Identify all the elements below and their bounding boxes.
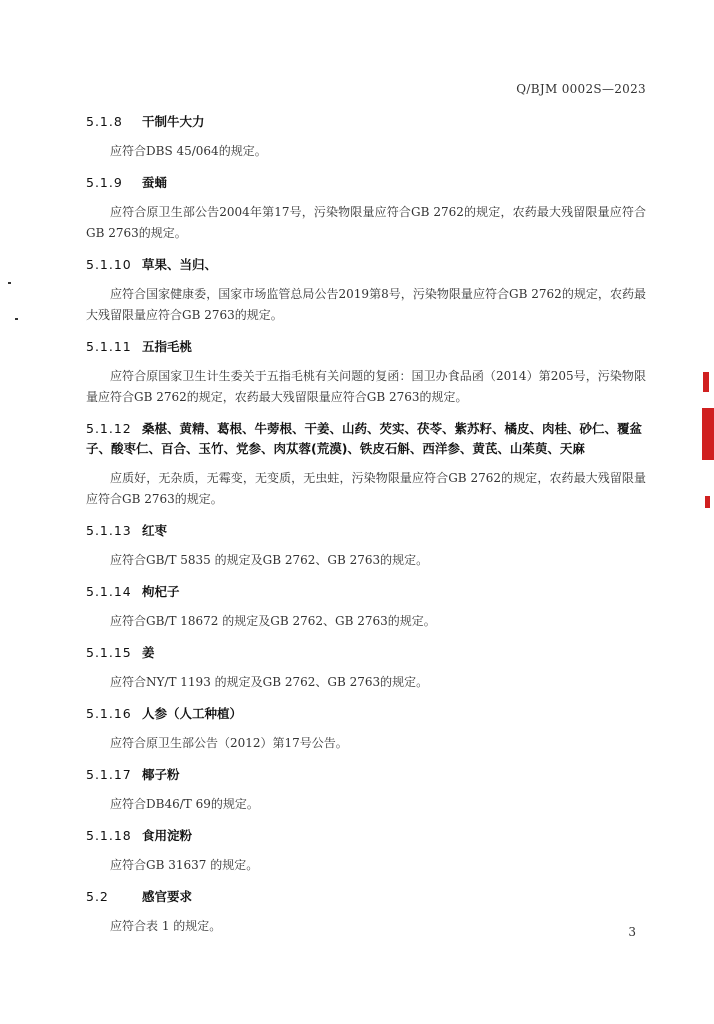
- section-5-1-13: [86, 521, 646, 582]
- section-title: 人参（人工种植）: [142, 706, 243, 721]
- section-heading: [86, 255, 646, 275]
- section-text: 应符合DB46/T 69的规定。: [110, 797, 259, 811]
- section-text: 应符合原卫生部公告（2012）第17号公告。: [110, 736, 348, 750]
- section-number: 5.1.9: [86, 175, 123, 190]
- section-number: 5.1.8: [86, 114, 123, 129]
- section-title: 五指毛桃: [142, 339, 193, 354]
- section-5-1-18: [86, 826, 646, 887]
- scan-edge-mark: [703, 372, 709, 392]
- section-text: 应质好，无杂质，无霉变，无变质，无虫蛀，污染物限量应符合GB 2762的规定，农药最大残留限量应符合GB 2763的规定。: [86, 471, 646, 506]
- section-number: 5.1.17: [86, 767, 132, 782]
- section-text: 应符合表 1 的规定。: [110, 919, 222, 933]
- section-number: 5.2: [86, 889, 109, 904]
- section-heading: [86, 173, 646, 193]
- section-heading: [86, 521, 646, 541]
- section-5-1-12: [86, 419, 646, 521]
- section-title: 桑椹、黄精、葛根、牛蒡根、干姜、山药、芡实、茯苓、紫苏籽、橘皮、肉桂、砂仁、覆盆子、酸枣仁、百合、玉竹、党参、肉苁蓉(荒漠)、铁皮石斛、西洋参、黄芪、山茱萸、天麻: [86, 421, 643, 456]
- section-number: 5.1.10: [86, 257, 132, 272]
- section-title: 红枣: [142, 523, 168, 538]
- section-text: 应符合DBS 45/064的规定。: [110, 144, 267, 158]
- scan-speck: [15, 318, 18, 320]
- scan-edge-mark: [705, 496, 710, 508]
- section-text: 应符合原卫生部公告2004年第17号，污染物限量应符合GB 2762的规定，农药最大残留限量应符合GB 2763的规定。: [86, 205, 646, 240]
- section-title: 食用淀粉: [142, 828, 193, 843]
- section-title: 草果、当归、: [142, 257, 218, 272]
- section-5-1-10: [86, 255, 646, 337]
- section-title: 干制牛大力: [142, 114, 205, 129]
- section-text: 应符合NY/T 1193 的规定及GB 2762、GB 2763的规定。: [110, 675, 429, 689]
- section-5-1-17: [86, 765, 646, 826]
- section-heading: [86, 643, 646, 663]
- section-number: 5.1.11: [86, 339, 132, 354]
- section-text: 应符合GB 31637 的规定。: [110, 858, 259, 872]
- section-text: 应符合国家健康委，国家市场监管总局公告2019第8号，污染物限量应符合GB 2762的规定，农药最大残留限量应符合GB 2763的规定。: [86, 287, 646, 322]
- section-text: 应符合GB/T 18672 的规定及GB 2762、GB 2763的规定。: [110, 614, 436, 628]
- section-heading: [86, 704, 646, 724]
- section-heading: [86, 826, 646, 846]
- section-heading: [86, 112, 646, 132]
- section-5-1-9: [86, 173, 646, 255]
- section-text: 应符合GB/T 5835 的规定及GB 2762、GB 2763的规定。: [110, 553, 429, 567]
- section-number: 5.1.18: [86, 828, 132, 843]
- scan-speck: [8, 282, 11, 284]
- section-text: 应符合原国家卫生计生委关于五指毛桃有关问题的复函：国卫办食品函（2014）第205号，污染物限量应符合GB 2762的规定，农药最大残留限量应符合GB 2763的规定。: [86, 369, 646, 404]
- section-5-1-15: [86, 643, 646, 704]
- document-id: Q/BJM 0002S—2023: [516, 82, 646, 96]
- section-number: 5.1.12: [86, 421, 132, 436]
- section-5-1-11: [86, 337, 646, 419]
- section-5-1-16: [86, 704, 646, 765]
- section-number: 5.1.14: [86, 584, 132, 599]
- section-title: 姜: [142, 645, 155, 660]
- scan-edge-mark: [702, 408, 714, 460]
- section-title: 椰子粉: [142, 767, 180, 782]
- section-number: 5.1.15: [86, 645, 132, 660]
- section-5-2: [86, 887, 646, 937]
- section-number: 5.1.13: [86, 523, 132, 538]
- section-5-1-8: [86, 112, 646, 173]
- section-heading: [86, 765, 646, 785]
- section-title: 蚕蛹: [142, 175, 168, 190]
- section-5-1-14: [86, 582, 646, 643]
- page-number: 3: [628, 925, 636, 939]
- document-body: [86, 112, 646, 937]
- section-heading: [86, 887, 646, 907]
- section-heading: [86, 582, 646, 602]
- section-heading: [86, 337, 646, 357]
- section-heading: [86, 419, 646, 459]
- section-title: 感官要求: [142, 889, 193, 904]
- section-number: 5.1.16: [86, 706, 132, 721]
- section-title: 枸杞子: [142, 584, 180, 599]
